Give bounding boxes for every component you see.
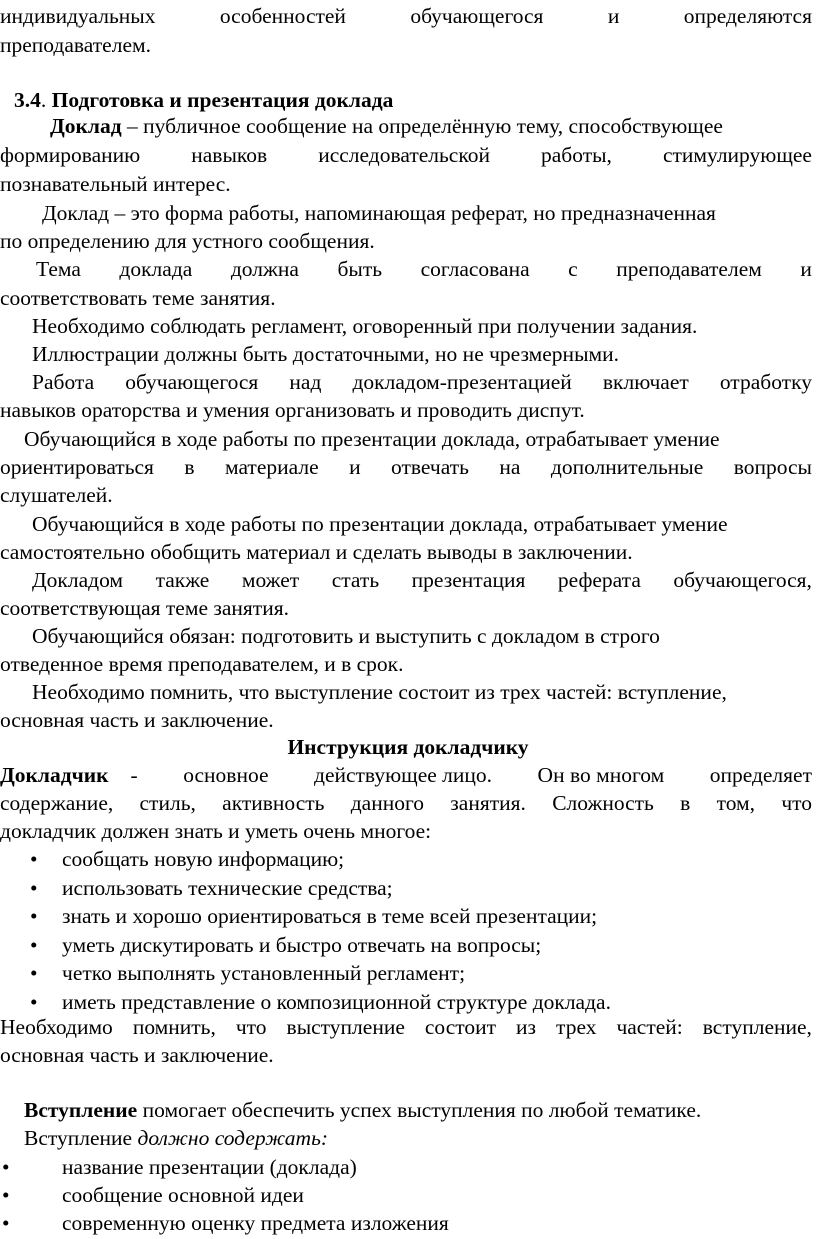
term-doklad: Доклад	[50, 114, 122, 138]
line-2: преподавателем.	[0, 33, 151, 57]
p5-line: Иллюстрации должны быть достаточными, но не чрезмерными.	[32, 342, 619, 366]
word: вступление,	[702, 1015, 812, 1039]
list-item: название презентации (доклада)	[62, 1155, 357, 1179]
word: формированию	[0, 143, 141, 167]
word: в	[184, 455, 195, 479]
v-rest: помогает обеспечить успех выступления по любой тематике.	[137, 1098, 702, 1122]
word: частей:	[616, 1015, 683, 1039]
bullet-icon: •	[30, 875, 38, 900]
word: помнить,	[132, 1015, 216, 1039]
v-line-2	[24, 1124, 816, 1153]
word: содержание,	[0, 791, 114, 815]
word: обучающегося	[410, 4, 544, 28]
word: согласована	[420, 257, 530, 281]
p8-line-2: самостоятельно обобщить материал и сделать выводы в заключении.	[0, 540, 633, 564]
p4-line: Необходимо соблюдать регламент, оговоренный при получении задания.	[32, 314, 698, 338]
word: Он во многом	[537, 763, 665, 787]
p7-line-3: слушателей.	[0, 483, 113, 507]
word: и	[800, 257, 812, 281]
v-line-2-italic: должно содержать:	[137, 1126, 329, 1150]
word: -	[130, 763, 138, 787]
bullet-icon: •	[2, 1155, 10, 1179]
word: на	[499, 455, 521, 479]
word: индивидуальных	[0, 4, 156, 28]
p9-line-2: соответствующая теме занятия.	[0, 596, 289, 620]
p11-line-1: Необходимо помнить, что выступление состоит из трех частей: вступление,	[32, 680, 727, 704]
bullet-icon: •	[30, 990, 38, 1014]
bullet-icon: •	[2, 1211, 10, 1235]
word: состоит	[424, 1015, 497, 1039]
bullet-icon: •	[30, 961, 38, 986]
word: что	[235, 1015, 267, 1039]
word: занятия.	[450, 791, 526, 815]
p7-line-1: Обучающийся в ходе работы по презентации доклада, отрабатывает умение	[24, 427, 720, 451]
word: трех	[556, 1015, 597, 1039]
heading-dot: .	[40, 88, 47, 112]
word: стимулирующее	[662, 143, 812, 167]
word: Работа	[32, 370, 95, 394]
word: обучающегося	[125, 370, 259, 394]
word: выступление	[286, 1015, 405, 1039]
list-item: современную оценку предмета изложения	[62, 1211, 449, 1235]
word: работы,	[541, 143, 612, 167]
word: из	[516, 1015, 537, 1039]
p7-line-2	[0, 453, 812, 482]
word: должна	[230, 257, 299, 281]
p10-line-2: отведенное время преподавателем, и в срок.	[0, 652, 404, 676]
d-line-3: докладчик должен знать и уметь очень многое:	[0, 819, 432, 843]
word: над	[289, 370, 322, 394]
p2-line-1: Доклад – это форма работы, напоминающая реферат, но предназначенная	[42, 201, 716, 225]
word: доклада	[119, 257, 193, 281]
word: ориентироваться	[0, 455, 154, 479]
word: может	[241, 568, 300, 592]
v-line-2-plain: Вступление	[24, 1126, 138, 1150]
p12-line-1	[0, 1013, 812, 1042]
p1-line-2	[0, 141, 812, 170]
d-line-1	[0, 761, 812, 790]
word: и	[607, 4, 620, 28]
d-line-1-rest	[131, 761, 812, 790]
word: Тема	[36, 257, 81, 281]
word: в	[680, 791, 691, 815]
bullet-icon: •	[30, 904, 38, 929]
word: навыков	[191, 143, 268, 167]
heading-number: 3.4	[14, 88, 41, 112]
word: обучающегося,	[673, 568, 812, 592]
p2-line-2: по определению для устного сообщения.	[0, 229, 375, 253]
d-line-2	[0, 789, 812, 818]
p9-line-1	[32, 566, 812, 595]
word: определяются	[683, 4, 812, 28]
instruction-title: Инструкция докладчику	[287, 735, 529, 759]
word: быть	[337, 257, 383, 281]
word: действующее лицо.	[314, 763, 493, 787]
list-item: использовать технические средства;	[62, 875, 393, 900]
p6-line-1	[32, 368, 812, 397]
bullet-icon: •	[2, 1183, 10, 1207]
term-dokladchik: Докладчик	[0, 763, 109, 787]
word: определяет	[709, 763, 812, 787]
p6-line-2: навыков ораторства и умения организовать и проводить диспут.	[0, 398, 585, 422]
p1-line-3: познавательный интерес.	[0, 172, 231, 196]
word: отработку	[719, 370, 812, 394]
bullet-icon: •	[30, 932, 38, 957]
heading-text: Подготовка и презентация доклада	[51, 88, 394, 112]
line-1	[0, 2, 812, 31]
p3-line-1	[36, 255, 812, 284]
word: Сложность	[552, 791, 654, 815]
word: стать	[331, 568, 380, 592]
word: с	[568, 257, 578, 281]
word: докладом-презентацией	[352, 370, 572, 394]
word: что	[781, 791, 812, 815]
word: вопросы	[733, 455, 812, 479]
list-item: сообщать новую информацию;	[62, 847, 345, 871]
p12-line-2: основная часть и заключение.	[0, 1043, 274, 1067]
p8-line-1: Обучающийся в ходе работы по презентации доклада, отрабатывает умение	[32, 512, 728, 536]
word: активность	[222, 791, 325, 815]
word: дополнительные	[550, 455, 704, 479]
p11-line-2: основная часть и заключение.	[0, 708, 274, 732]
p1-rest: – публичное сообщение на определённую тему, способствующее	[121, 114, 723, 138]
list-item: сообщение основной идеи	[62, 1183, 304, 1207]
word: Докладом	[32, 568, 124, 592]
p3-line-2: соответствовать теме занятия.	[0, 286, 276, 310]
list-item: иметь представление о композиционной структуре доклада.	[62, 990, 611, 1014]
p1-line-1	[50, 112, 816, 141]
word: основное	[183, 763, 269, 787]
word: данного	[350, 791, 425, 815]
word: также	[155, 568, 210, 592]
section-heading	[14, 86, 816, 115]
word: презентация	[411, 568, 526, 592]
word: преподавателем	[616, 257, 762, 281]
p10-line-1: Обучающийся обязан: подготовить и выступить с докладом в строго	[32, 624, 660, 648]
word: Необходимо	[0, 1015, 113, 1039]
list-item: уметь дискутировать и быстро отвечать на вопросы;	[62, 932, 542, 957]
list-item: четко выполнять установленный регламент;	[62, 961, 466, 986]
word: и	[349, 455, 361, 479]
word: материале	[224, 455, 319, 479]
word: отвечать	[391, 455, 469, 479]
word: том,	[716, 791, 756, 815]
word: включает	[602, 370, 689, 394]
word: исследовательской	[318, 143, 490, 167]
list-item: знать и хорошо ориентироваться в теме всей презентации;	[62, 904, 598, 929]
term-vstuplenie: Вступление	[24, 1098, 138, 1122]
word: особенностей	[219, 4, 346, 28]
word: стиль,	[139, 791, 196, 815]
v-line-1	[24, 1096, 816, 1125]
word: реферата	[557, 568, 641, 592]
bullet-icon: •	[30, 847, 38, 871]
